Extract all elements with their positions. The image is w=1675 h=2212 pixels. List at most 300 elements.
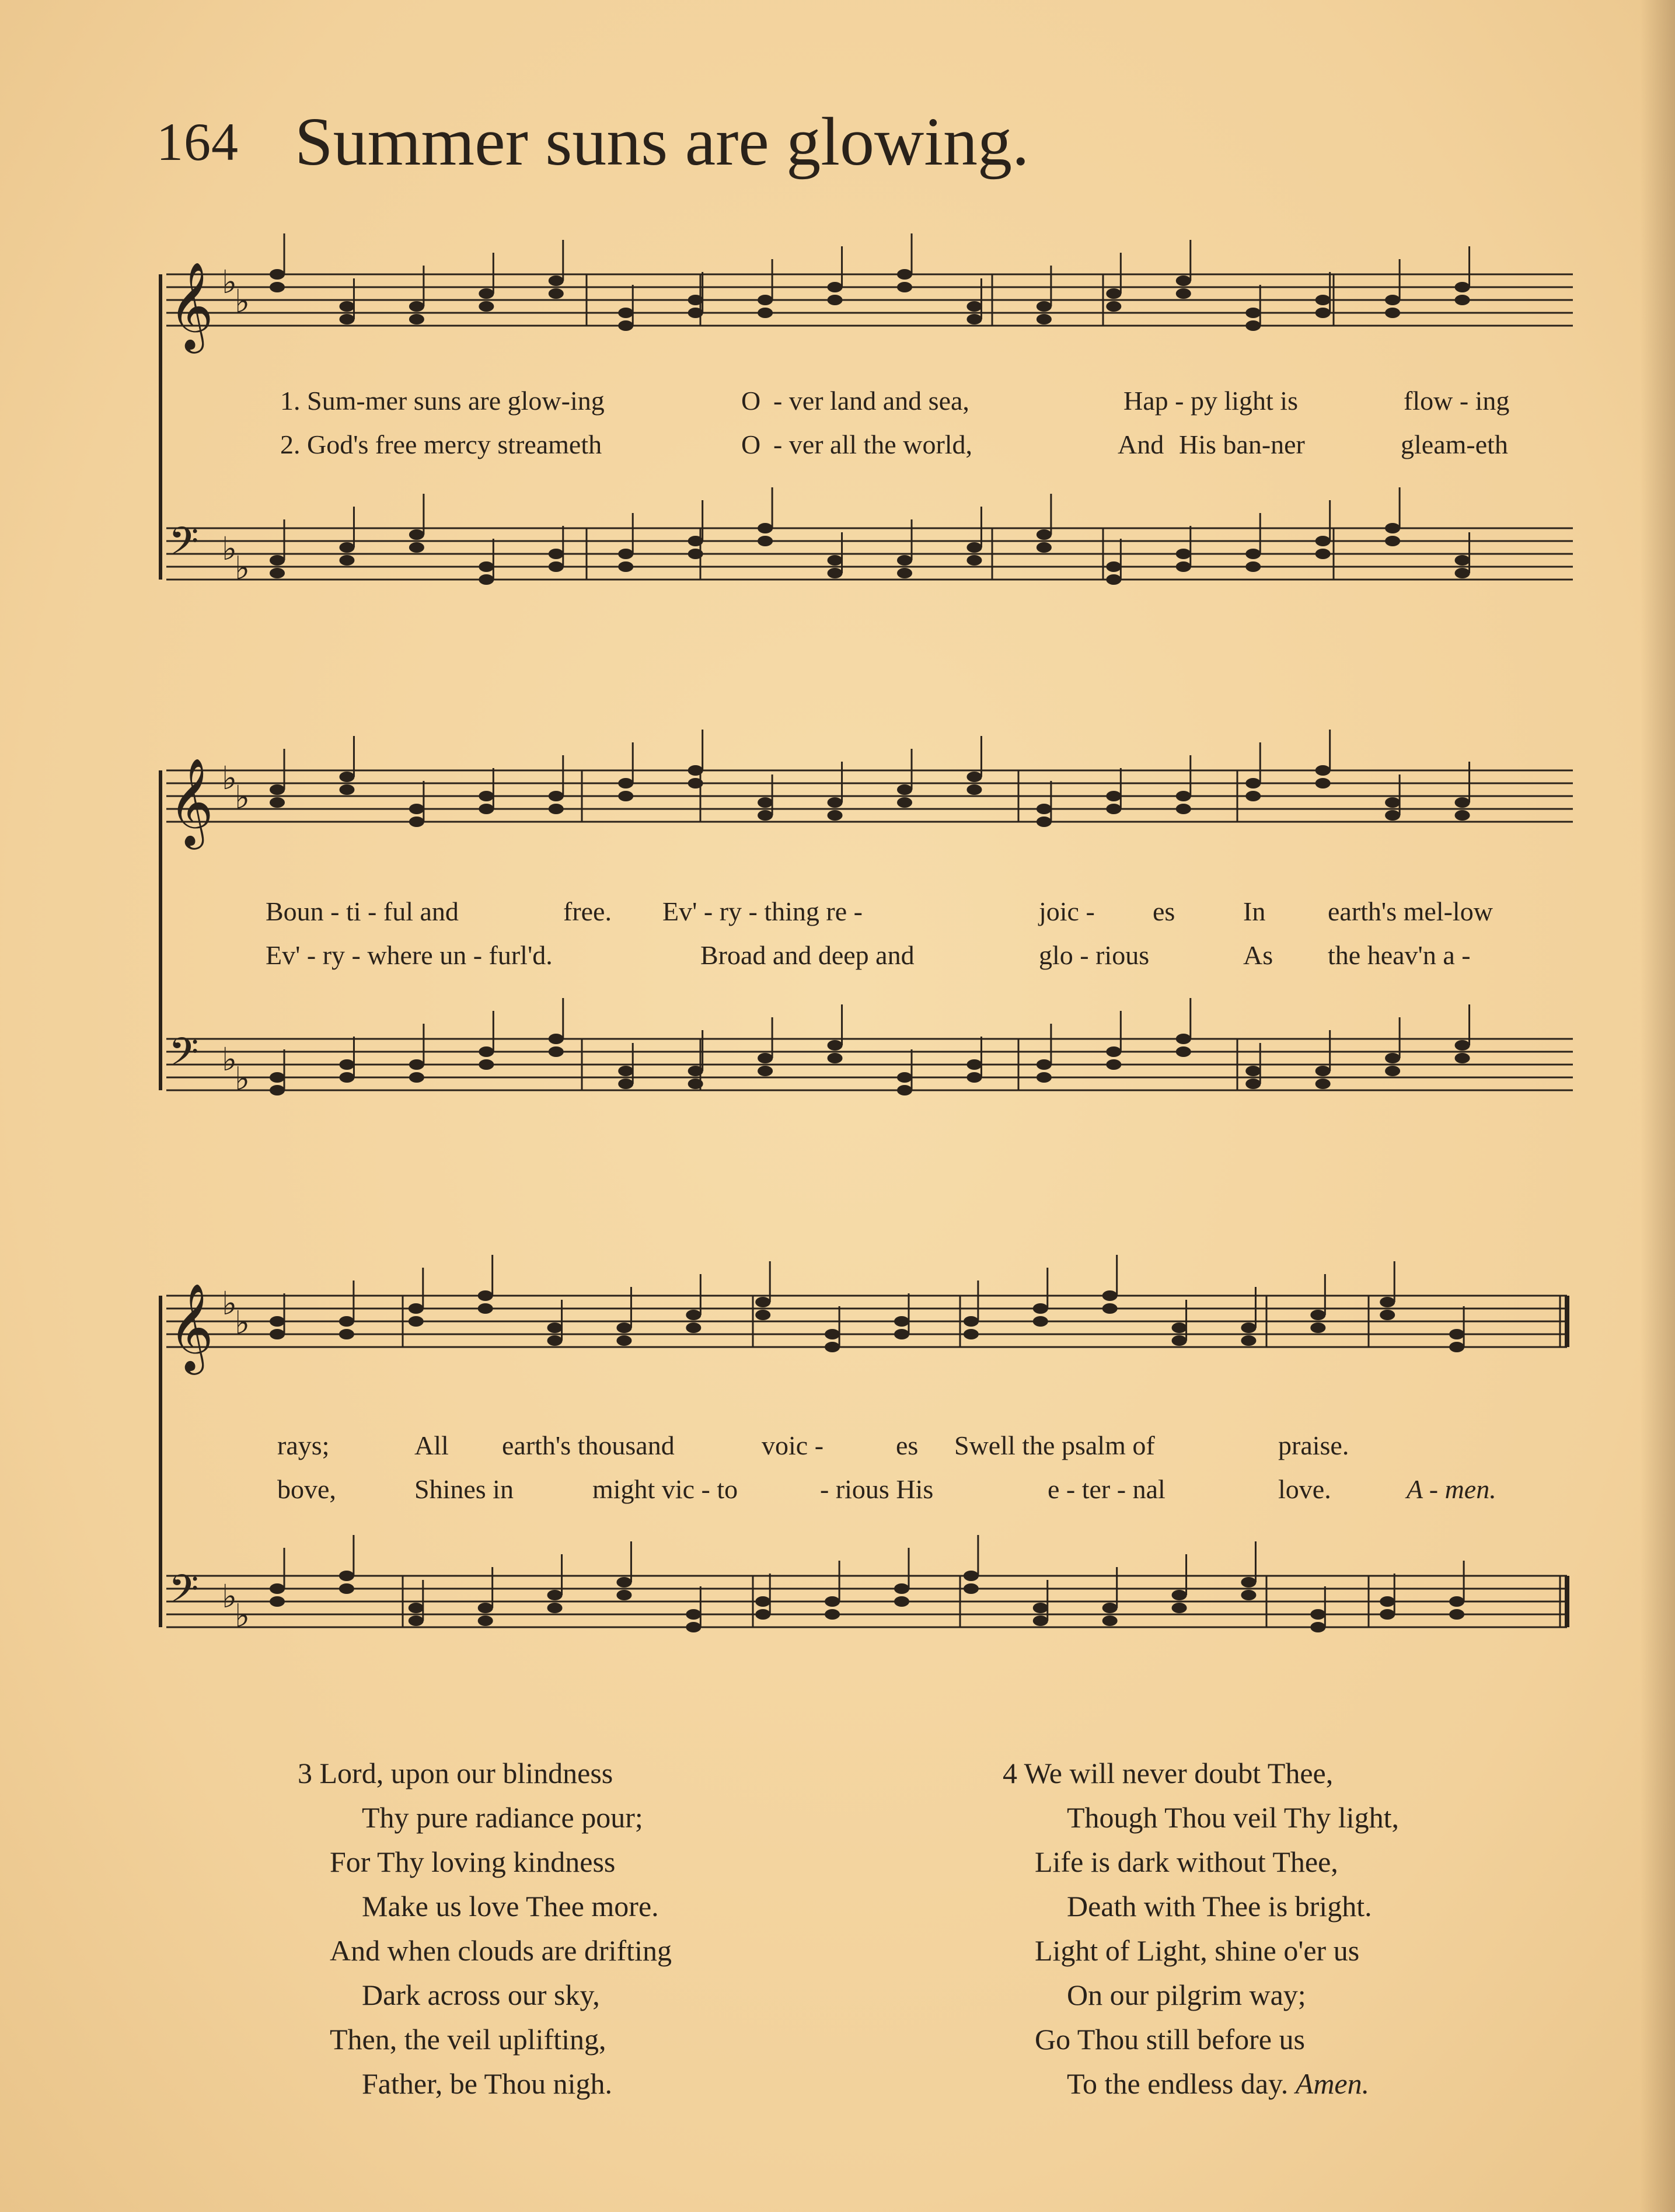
note-head (409, 1616, 424, 1626)
note-head (825, 1342, 840, 1352)
note-head (1315, 765, 1331, 776)
note-head (1245, 1079, 1261, 1089)
note-head (549, 791, 564, 801)
lyric-v2-3: glo - rious (1039, 940, 1150, 970)
lyric-v1-2: All (414, 1431, 449, 1460)
note-head (966, 314, 982, 325)
note-head (828, 282, 843, 292)
note-head (1176, 1046, 1191, 1057)
note-head (339, 1072, 354, 1083)
note-head (1176, 288, 1191, 299)
note-head (828, 1053, 843, 1063)
note-head (755, 1310, 770, 1320)
note-head (618, 778, 633, 788)
bass-clef-icon: 𝄢 (169, 519, 199, 573)
note-head (1449, 1342, 1464, 1352)
note-head (479, 791, 494, 801)
note-head (1455, 810, 1470, 821)
note-head (825, 1609, 840, 1620)
note-head (688, 778, 703, 788)
note-head (1106, 1059, 1121, 1070)
note-head (1033, 1603, 1048, 1613)
note-head (1106, 804, 1121, 814)
note-head (1315, 295, 1331, 305)
note-head (339, 1571, 354, 1581)
verse-amen: Amen. (1295, 2067, 1370, 2100)
note-head (758, 1066, 773, 1076)
note-head (1241, 1590, 1256, 1600)
lyric-v1-4: voic - (762, 1431, 824, 1460)
note-head (1455, 555, 1470, 566)
note-head (1315, 1066, 1331, 1076)
note-head (758, 810, 773, 821)
note-head (897, 555, 912, 566)
note-head (1037, 804, 1052, 814)
lyric-v1-5: es (1153, 896, 1175, 926)
note-head (1245, 791, 1261, 801)
note-head (270, 1085, 285, 1095)
note-head (618, 561, 633, 572)
lyric-v1-2: free. (563, 896, 612, 926)
note-head (1449, 1329, 1464, 1339)
note-head (1176, 275, 1191, 286)
note-head (549, 804, 564, 814)
note-head (1455, 282, 1470, 292)
flat-icon: ♭ (222, 530, 237, 567)
note-head (618, 320, 633, 331)
note-head (1102, 1290, 1118, 1301)
note-head (1172, 1323, 1187, 1333)
note-head (1380, 1310, 1395, 1320)
note-head (1455, 797, 1470, 808)
note-head (966, 1059, 982, 1070)
lyric-v2-5: the heav'n a - (1328, 940, 1471, 970)
note-head (1176, 791, 1191, 801)
verse-line: For Thy loving kindness (330, 1845, 616, 1878)
verse-number: 3 (298, 1757, 312, 1789)
note-head (897, 1085, 912, 1095)
flat-icon: ♭ (222, 263, 237, 301)
note-head (1102, 1603, 1118, 1613)
note-head (409, 1072, 424, 1083)
lyric-v1-4: joic - (1039, 896, 1095, 926)
note-head (758, 523, 773, 533)
lyric-v1-1: Boun - ti - ful and (266, 896, 459, 926)
hymn-title: Summer suns are glowing. (295, 103, 1030, 180)
music-system-2 (166, 753, 1576, 1103)
verse-line: Though Thou veil Thy light, (1067, 1801, 1399, 1834)
note-head (828, 555, 843, 566)
note-head (270, 1596, 285, 1607)
note-head (1380, 1609, 1395, 1620)
note-head (478, 1616, 493, 1626)
note-head (1380, 1596, 1395, 1607)
flat-icon: ♭ (235, 1060, 250, 1097)
verse-line: And when clouds are drifting (330, 1934, 672, 1967)
note-head (618, 1079, 633, 1089)
note-head (897, 282, 912, 292)
lyric-v1-1: 1. Sum-mer suns are glow-ing (280, 386, 605, 416)
verse-line: On our pilgrim way; (1067, 1979, 1306, 2011)
note-head (828, 568, 843, 578)
note-head (270, 568, 285, 578)
lyric-v2-1: bove, (277, 1474, 336, 1504)
note-head (616, 1323, 631, 1333)
note-head (1176, 549, 1191, 559)
note-head (897, 784, 912, 795)
note-head (479, 1046, 494, 1057)
note-head (966, 301, 982, 312)
flat-icon: ♭ (222, 759, 237, 797)
flat-icon: ♭ (235, 1304, 250, 1341)
note-head (1449, 1609, 1464, 1620)
note-head (828, 810, 843, 821)
note-head (758, 797, 773, 808)
note-head (1245, 561, 1261, 572)
note-head (686, 1323, 701, 1333)
note-head (688, 549, 703, 559)
note-head (966, 772, 982, 782)
note-head (1385, 1053, 1400, 1063)
lyric-v1-3: - ver land and sea, (773, 386, 969, 416)
note-head (1102, 1303, 1118, 1314)
note-head (270, 282, 285, 292)
note-head (409, 817, 424, 827)
treble-clef-icon: 𝄞 (169, 261, 214, 350)
bass-clef-icon: 𝄢 (169, 1566, 199, 1621)
note-head (1385, 536, 1400, 546)
note-head (1037, 1059, 1052, 1070)
note-head (270, 269, 285, 280)
note-head (688, 1066, 703, 1076)
page-edge-shadow (1640, 0, 1675, 2212)
lyric-v2-6: gleam-eth (1401, 430, 1508, 459)
note-head (1172, 1335, 1187, 1346)
note-head (618, 549, 633, 559)
flat-icon: ♭ (235, 779, 250, 816)
lyric-v2-6: love. (1278, 1474, 1331, 1504)
note-head (1245, 549, 1261, 559)
note-head (1037, 529, 1052, 540)
note-head (964, 1583, 979, 1594)
note-head (479, 301, 494, 312)
note-head (479, 574, 494, 585)
note-head (688, 536, 703, 546)
note-head (1315, 308, 1331, 318)
note-head (1037, 542, 1052, 553)
note-head (1037, 301, 1052, 312)
note-head (270, 1329, 285, 1339)
note-head (339, 784, 354, 795)
note-head (1315, 536, 1331, 546)
note-head (339, 1316, 354, 1327)
note-head (964, 1316, 979, 1327)
lyric-v2-2: Broad and deep and (700, 940, 915, 970)
lyric-v2-5: His ban-ner (1179, 430, 1305, 459)
note-head (409, 1303, 424, 1314)
flat-icon: ♭ (222, 1041, 237, 1078)
note-head (270, 1072, 285, 1083)
note-head (339, 1059, 354, 1070)
note-head (1106, 791, 1121, 801)
note-head (1315, 549, 1331, 559)
note-head (966, 555, 982, 566)
note-head (686, 1609, 701, 1620)
note-head (478, 1290, 493, 1301)
note-head (758, 536, 773, 546)
note-head (894, 1329, 909, 1339)
note-head (409, 529, 424, 540)
verse-line: Make us love Thee more. (362, 1890, 659, 1923)
note-head (964, 1329, 979, 1339)
note-head (688, 765, 703, 776)
note-head (339, 301, 354, 312)
note-head (616, 1590, 631, 1600)
note-head (755, 1596, 770, 1607)
note-head (755, 1609, 770, 1620)
lyric-v1-5: es (896, 1431, 919, 1460)
note-head (758, 1053, 773, 1063)
staff-notation-2 (166, 753, 1576, 1103)
note-head (1241, 1577, 1256, 1588)
note-head (1241, 1335, 1256, 1346)
note-head (1310, 1622, 1325, 1632)
staff-notation-3 (166, 1272, 1576, 1652)
note-head (409, 542, 424, 553)
flat-icon: ♭ (222, 1285, 237, 1322)
note-head (897, 1072, 912, 1083)
note-head (409, 301, 424, 312)
verse-line: Death with Thee is bright. (1067, 1890, 1372, 1923)
note-head (339, 772, 354, 782)
verse-line: Father, be Thou nigh. (362, 2067, 612, 2100)
music-system-1 (166, 257, 1576, 607)
note-head (688, 295, 703, 305)
note-head (964, 1571, 979, 1581)
lyric-v1-2: O (741, 386, 761, 416)
note-head (547, 1590, 563, 1600)
note-head (966, 784, 982, 795)
note-head (1176, 804, 1191, 814)
note-head (828, 295, 843, 305)
treble-clef-icon: 𝄞 (169, 757, 214, 846)
note-head (339, 1583, 354, 1594)
verse-line: Then, the veil uplifting, (330, 2023, 606, 2056)
note-head (1385, 308, 1400, 318)
note-head (270, 555, 285, 566)
note-head (270, 784, 285, 795)
note-head (1455, 1053, 1470, 1063)
lyric-v1-6: Swell the psalm of (954, 1431, 1155, 1460)
page-number: 164 (156, 112, 239, 172)
verse-line: Light of Light, shine o'er us (1035, 1934, 1360, 1967)
lyric-amen: A - men. (1407, 1474, 1496, 1504)
flat-icon: ♭ (222, 1578, 237, 1615)
note-head (1033, 1303, 1048, 1314)
note-head (1241, 1323, 1256, 1333)
note-head (549, 549, 564, 559)
note-head (1033, 1316, 1048, 1327)
note-head (1033, 1616, 1048, 1626)
note-head (825, 1329, 840, 1339)
note-head (409, 1603, 424, 1613)
verse-line: To the endless day. Amen. (1067, 2067, 1370, 2100)
note-head (894, 1596, 909, 1607)
note-head (618, 308, 633, 318)
lyric-v2-2: Shines in (414, 1474, 514, 1504)
note-head (1106, 561, 1121, 572)
verse-line: Dark across our sky, (362, 1979, 600, 2011)
note-head (618, 1066, 633, 1076)
verse-line: Thy pure radiance pour; (362, 1801, 643, 1834)
verse-4 (1003, 1751, 1399, 2106)
note-head (270, 1583, 285, 1594)
note-head (1385, 295, 1400, 305)
note-head (479, 288, 494, 299)
note-head (339, 542, 354, 553)
verse-line: Life is dark without Thee, (1035, 1845, 1338, 1878)
note-head (1106, 1046, 1121, 1057)
note-head (1315, 778, 1331, 788)
note-head (1245, 778, 1261, 788)
note-head (1455, 1040, 1470, 1051)
note-head (1106, 574, 1121, 585)
note-head (1102, 1616, 1118, 1626)
note-head (758, 295, 773, 305)
verse-line: 4 We will never doubt Thee, (1003, 1757, 1334, 1789)
note-head (1310, 1323, 1325, 1333)
flat-icon: ♭ (235, 549, 250, 587)
lyric-v1-4: Hap - py light is (1123, 386, 1298, 416)
note-head (409, 804, 424, 814)
note-head (1380, 1297, 1395, 1307)
note-head (828, 1040, 843, 1051)
note-head (688, 308, 703, 318)
note-head (1245, 320, 1261, 331)
lyric-v2-1: 2. God's free mercy streameth (280, 430, 602, 459)
lyric-v1-1: rays; (277, 1431, 330, 1460)
lyric-v2-3: - ver all the world, (773, 430, 973, 459)
note-head (897, 269, 912, 280)
lyric-v1-5: flow - ing (1404, 386, 1510, 416)
note-head (894, 1316, 909, 1327)
note-head (1176, 1034, 1191, 1044)
note-head (1385, 523, 1400, 533)
lyric-v2-4: As (1243, 940, 1273, 970)
lyric-v2-2: O (741, 430, 761, 459)
lyric-v1-7: earth's mel-low (1328, 896, 1493, 926)
flat-icon: ♭ (235, 282, 250, 320)
note-head (616, 1335, 631, 1346)
verse-line: Go Thou still before us (1035, 2023, 1305, 2056)
note-head (1106, 288, 1121, 299)
note-head (549, 1046, 564, 1057)
lyric-v2-4: And (1118, 430, 1164, 459)
note-head (1106, 301, 1121, 312)
note-head (270, 1316, 285, 1327)
note-head (1172, 1603, 1187, 1613)
verse-3 (298, 1751, 672, 2106)
note-head (1385, 797, 1400, 808)
note-head (547, 1335, 563, 1346)
note-head (1037, 314, 1052, 325)
lyric-v2-4: - rious His (820, 1474, 934, 1504)
note-head (1455, 295, 1470, 305)
note-head (894, 1583, 909, 1594)
note-head (825, 1596, 840, 1607)
lyric-v1-3: Ev' - ry - thing re - (662, 896, 863, 926)
note-head (688, 1079, 703, 1089)
note-head (547, 1323, 563, 1333)
verse-number: 4 (1003, 1757, 1017, 1789)
note-head (1245, 1066, 1261, 1076)
lyric-v2-5: e - ter - nal (1048, 1474, 1165, 1504)
note-head (270, 797, 285, 808)
note-head (758, 308, 773, 318)
flat-icon: ♭ (235, 1597, 250, 1634)
treble-clef-icon: 𝄞 (169, 1282, 214, 1371)
note-head (339, 555, 354, 566)
note-head (616, 1577, 631, 1588)
note-head (1449, 1596, 1464, 1607)
note-head (339, 1329, 354, 1339)
note-head (479, 1059, 494, 1070)
lyric-v1-7: praise. (1278, 1431, 1349, 1460)
note-head (1385, 810, 1400, 821)
note-head (966, 542, 982, 553)
note-head (686, 1622, 701, 1632)
note-head (339, 314, 354, 325)
lyric-v1-6: In (1243, 896, 1266, 926)
note-head (549, 288, 564, 299)
lyric-v2-1: Ev' - ry - where un - furl'd. (266, 940, 553, 970)
note-head (549, 561, 564, 572)
note-head (549, 1034, 564, 1044)
note-head (549, 275, 564, 286)
staff-lines (160, 1255, 1567, 1632)
note-head (828, 797, 843, 808)
note-head (1315, 1079, 1331, 1089)
note-head (409, 1059, 424, 1070)
note-head (547, 1603, 563, 1613)
note-head (1310, 1310, 1325, 1320)
note-head (618, 791, 633, 801)
note-head (1176, 561, 1191, 572)
note-head (897, 797, 912, 808)
note-head (478, 1303, 493, 1314)
lyric-v2-3: might vic - to (592, 1474, 738, 1504)
note-head (479, 561, 494, 572)
note-head (409, 314, 424, 325)
note-head (755, 1297, 770, 1307)
note-head (1037, 1072, 1052, 1083)
note-head (1455, 568, 1470, 578)
note-head (1037, 817, 1052, 827)
note-head (1310, 1609, 1325, 1620)
bass-clef-icon: 𝄢 (169, 1030, 199, 1084)
note-head (1172, 1590, 1187, 1600)
note-head (686, 1310, 701, 1320)
note-head (897, 568, 912, 578)
verse-line: 3 Lord, upon our blindness (298, 1757, 613, 1789)
note-head (478, 1603, 493, 1613)
note-head (409, 1316, 424, 1327)
note-head (479, 804, 494, 814)
lyric-v1-3: earth's thousand (502, 1431, 675, 1460)
note-head (966, 1072, 982, 1083)
note-head (1385, 1066, 1400, 1076)
music-system-3 (166, 1272, 1576, 1652)
